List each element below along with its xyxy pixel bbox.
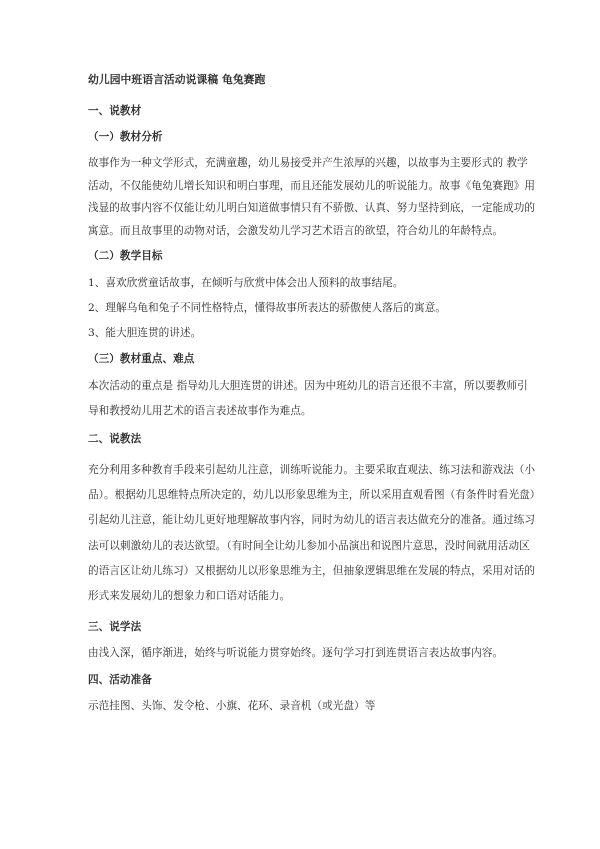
- text-line: 充分利用多种教育手段来引起幼儿注意，训练听说能力。主要采取直观法、练习法和游戏法（小: [88, 463, 536, 476]
- text-line: 导和教授幼儿用艺术的语言表述故事作为难点。: [88, 404, 312, 417]
- section-heading-activity-preparation: 四、活动准备: [88, 673, 152, 686]
- list-item: 2、理解乌龟和兔子不同性格特点，懂得故事所表达的骄傲使人落后的寓意。: [88, 301, 447, 314]
- list-item: 3、能大胆连贯的讲述。: [88, 326, 202, 339]
- paragraph-key-points: [88, 374, 528, 424]
- paragraph-learning-method: 由浅入深，循序渐进，始终与听说能力贯穿始终。逐句学习打到连贯语言表达故事内容。: [88, 646, 504, 659]
- section-heading-learning-method: 三、说学法: [88, 620, 142, 633]
- paragraph-activity-preparation: 示范挂图、头饰、发令枪、小旗、花环、录音机（或光盘）等: [88, 699, 376, 712]
- text-line: 活动，不仅能使幼儿增长知识和明白事理，而且还能发展幼儿的听说能力。故事《龟兔赛跑》用: [88, 179, 536, 192]
- document-body: [88, 73, 541, 726]
- text-line: 引起幼儿注意，能让幼儿更好地理解故事内容，同时为幼儿的语言表达做充分的准备。通过练习: [88, 514, 536, 527]
- text-line: 形式来发展幼儿的想象力和口语对话能力。: [88, 590, 291, 603]
- text-line: 的语言区让幼儿练习）又根据幼儿以形象思维为主，但抽象逻辑思维在发展的特点，采用对话的: [88, 565, 536, 577]
- section-heading-teaching-method: 二、说教法: [88, 432, 142, 445]
- text-line: 故事作为一种文学形式，充满童趣，幼儿易接受并产生浓厚的兴趣，以故事为主要形式的 教学: [88, 157, 528, 169]
- text-line: 品）。根据幼儿思维特点所决定的，幼儿以形象思维为主，所以采用直观看图（有条件时看光盘）: [88, 489, 541, 502]
- list-item: 1、喜欢欣赏童话故事，在倾听与欣赏中体会出人预料的故事结尾。: [88, 276, 404, 289]
- text-line: 法可以刺激幼儿的表达欲望。（有时间全让幼儿参加小品演出和说图片意思，没时间就用活动区: [88, 539, 530, 552]
- text-line: 浅显的故事内容不仅能让幼儿明白知道做事情只有不骄傲、认真、努力坚持到底，一定能成功的: [88, 202, 536, 215]
- paragraph-teaching-method: [88, 458, 541, 610]
- section-heading-teaching-material: 一、说教材: [88, 105, 142, 117]
- paragraph-material-analysis: [88, 152, 536, 243]
- subheading-key-points: （三）教材重点、难点: [88, 352, 195, 365]
- subheading-material-analysis: （一）教材分析: [88, 131, 163, 143]
- subheading-teaching-goals: （二）教学目标: [88, 249, 163, 262]
- list-teaching-goals: [88, 271, 518, 346]
- document-title: 幼儿园中班语言活动说课稿 龟兔赛跑: [88, 73, 266, 86]
- text-line: 本次活动的重点是 指导幼儿大胆连贯的讲述。因为中班幼儿的语言还很不丰富，所以要教师引: [88, 379, 528, 392]
- text-line: 寓意。而且故事里的动物对话，会激发幼儿学习艺术语言的欲望，符合幼儿的年龄特点。: [88, 225, 504, 238]
